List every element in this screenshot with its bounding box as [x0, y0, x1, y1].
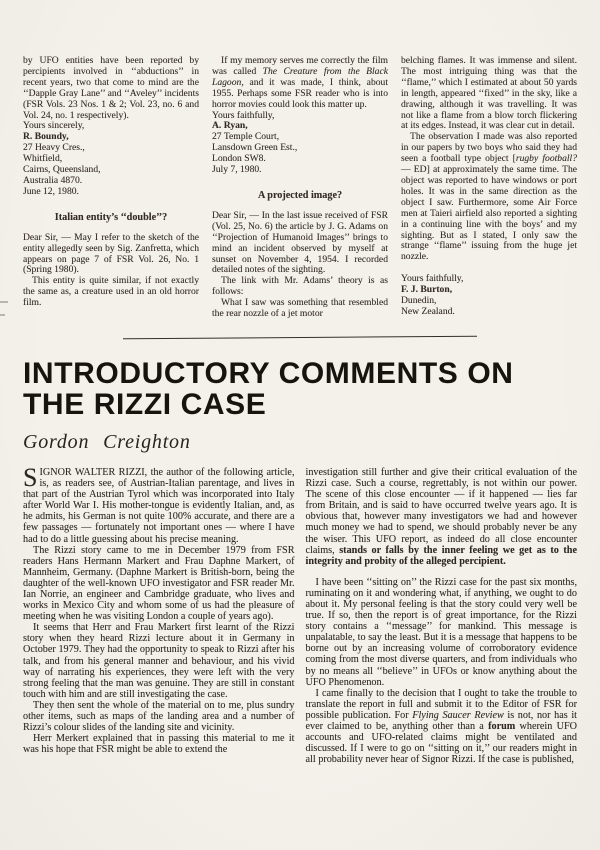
letter-text: If my memory serves me correctly the film was called: [212, 55, 388, 77]
letter-signature: F. J. Burton,: [401, 284, 453, 296]
letter-heading: A projected image?: [257, 189, 343, 201]
letter-closing: Yours faithfully,: [401, 273, 464, 285]
letter-text: — ED] at approximately the same time. The object was reported to have windows or port holes. It was in the same direction as the object I saw. Furthermore, some Air Force men at Taieri airfield also reported a sighting in a continuing line with the boys’ and my sighting. But as I stated, I only saw the strange ‘‘flame’’ issuing from the huge jet nozzle.: [401, 164, 577, 263]
article-paragraph: [23, 462, 295, 545]
article-paragraph: [306, 688, 578, 766]
scan-artifact: [0, 314, 5, 316]
article-text: I came finally to the decision that I ought to take the trouble to translate the report in full and submit it to the Editor of FSR for possible publication. For: [305, 687, 577, 721]
article-paragraph: I have been ‘‘sitting on’’ the Rizzi case for the past six months, ruminating on it and wondering what, if anything, we ought to do about it. My personal feeling is that the story could very well be true. If so, then the report is of great importance, for the Rizzi story contains a ‘‘message’’ for mankind. This message is unpalatable, to say the least. But it is a message that happens to be borne out by an increasing volume of corroboratory evidence coming from the most diverse quarters, and from individuals who by no means all ‘‘believe’’ in UFOs or know anything about the UFO Phenomenon.: [305, 576, 577, 688]
letter-heading: Italian entity’s ‘‘double’’?: [54, 211, 168, 223]
letter-paragraph: belching flames. It was immense and silent. The most intriguing thing was that the ‘‘flame,’’ which I estimated at about 50 yards in length, appeared ‘‘fixed’’ in the sky, like a drawing, although it was travelling. It was not like a flame from a blow torch flickering at its edges. Instead, it was clear cut in detail.: [401, 55, 577, 132]
article-paragraph: It seems that Herr and Frau Markert first learnt of the Rizzi story when they heard Rizzi lecture about it in Germany in October 1979. They had the opportunity to speak to Rizzi after his talk, and from his general manner and behaviour, and his vivid way of narrating his experiences, they were left with the very strong feeling that the man was genuine. They are still in constant touch with him and are still investigating the case.: [23, 622, 295, 700]
letter-paragraph: What I saw was something that resembled the rear nozzle of a jet motor: [212, 297, 388, 320]
scan-artifact: [0, 301, 8, 303]
letter-paragraph: This entity is quite similar, if not exactly the same as, a creature used in an old horror film.: [23, 275, 199, 309]
drop-cap: S: [23, 462, 38, 492]
emphasized-text: stands or falls by the inner feeling we get as to the integrity and probity of the alleged percipient.: [305, 544, 577, 567]
letter-date: June 12, 1980.: [23, 185, 79, 197]
letters-section: [23, 56, 577, 320]
letter-address-line: Cairns, Queensland,: [23, 164, 101, 176]
letter-paragraph: [212, 56, 388, 111]
letter-address-line: Lansdown Green Est.,: [212, 142, 298, 154]
article-text: wherein UFO accounts and UFO-related claims might be ventilated and discussed. If I were to go on ‘‘sitting on it,’’ our readers might in all probability never hear of Signor Rizzi. If the case is published,: [305, 721, 577, 766]
letter-closing: Yours sincerely,: [23, 120, 85, 132]
letter-date: July 7, 1980.: [212, 164, 262, 176]
letters-column-3: [401, 56, 577, 320]
letter-address-line: 27 Heavy Cres.,: [23, 142, 85, 154]
article-column-left: [23, 462, 295, 765]
magazine-title: Flying Saucer Review: [412, 709, 504, 721]
article-text: IGNOR WALTER RIZZI, the author of the following article, is, as readers see, of Austrian-Italian parentage, and lives in that part of the Austrian Tyrol which was incorporated into Italy after World War I. His mother-tongue is evidently Italian, and, as he admits, his German is not quite 100% accurate, and there are a few passages — fortunately not important ones — where I have had to do a little guessing about his precise meaning.: [23, 466, 295, 545]
emphasized-text: forum: [488, 721, 516, 732]
letter-signature: A. Ryan,: [212, 120, 248, 132]
letter-text: The observation I made was also reported in our papers by two boys who said they had seen a football type object [: [401, 131, 577, 165]
article-paragraph: The Rizzi story came to me in December 1979 from FSR readers Hans Hermann Markert and Frau Daphne Markert, of Mannheim, Germany. (Daphne Markert is British-born, being the daughter of the well-known UFO investigator and FSR reader Mr. Ian Norrie, an engineer and Cambridge graduate, who lives and works in Mexico City and whom some of us had the pleasure of meeting when he was visiting London a couple of years ago).: [23, 544, 295, 623]
letter-signature: R. Boundy,: [23, 131, 69, 143]
letter-address-line: 27 Temple Court,: [212, 131, 280, 143]
article-paragraph: [306, 467, 578, 567]
letter-closing: Yours faithfully,: [212, 109, 275, 121]
article-body: [23, 462, 577, 766]
letter-paragraph: The link with Mr. Adams’ theory is as follows:: [212, 275, 388, 298]
letter-address-line: Whitfield,: [23, 153, 63, 165]
letter-paragraph: Dear Sir, — In the last issue received of FSR (Vol. 25, No. 6) the article by J. G. Adams on ‘‘Projection of Humanoid Images’’ brings to mind an incident observed by myself at sunset on November 4, 1954. I recorded detailed notes of the sighting.: [212, 209, 388, 276]
letter-address-line: Dunedin,: [401, 295, 437, 307]
article-column-right: [306, 467, 578, 765]
film-title: The Creature from the Black Lagoon: [212, 65, 388, 88]
article-text: investigation still further and give their critical evaluation of the Rizzi case. Such a course, regrettably, is not within our power. The scene of this close encounter — if it happened — lies far from Britain, and is said to have occurred twelve years ago. It is obvious that, however many investigators we had and however much money we had to spend, we should probably never be any the wiser. This UFO report, as indeed do all close encounter claims,: [305, 466, 577, 556]
editor-note: rugby football?: [515, 153, 577, 165]
letter-address-line: London SW8.: [212, 153, 266, 165]
section-divider-rule: [123, 336, 477, 339]
letter-address-line: Australia 4870.: [23, 174, 83, 186]
letters-column-1: [23, 56, 199, 320]
article-byline: Gordon Creighton: [23, 430, 191, 453]
letter-text: , and it was made, I think, about 1955. Perhaps some FSR reader who is into horror movies could look this matter up.: [212, 76, 388, 110]
article-headline: [23, 358, 577, 420]
letter-paragraph: Dear Sir, — May I refer to the sketch of the entity allegedly seen by Sig. Zanfretta, which appears on page 7 of FSR Vol. 26, No. 1 (Spring 1980).: [23, 231, 199, 276]
headline-line-1: INTRODUCTORY COMMENTS ON: [23, 356, 514, 390]
letter-paragraph: by UFO entities have been reported by percipients involved in ‘‘abductions’’ in recent years, two that come to mind are the ‘‘Dapple Gray Lane’’ and ‘‘Aveley’’ incidents (FSR Vols. 23 Nos. 1 & 2; Vol. 23, no. 6 and Vol. 24, no. 1 respectively).: [23, 55, 199, 121]
article-text: is not, nor has it ever claimed to be, anything other than a: [305, 709, 577, 732]
letter-paragraph: [401, 132, 577, 263]
article-paragraph: Herr Merkert explained that in passing this material to me it was his hope that FSR might be able to extend the: [23, 733, 295, 756]
article-paragraph: They then sent the whole of the material on to me, plus sundry other items, such as maps of the landing area and a number of Rizzi’s colour slides of the landing site and vicinity.: [23, 699, 295, 734]
headline-line-2: THE RIZZI CASE: [23, 387, 267, 421]
letter-address-line: New Zealand.: [401, 305, 455, 317]
letters-column-2: [212, 56, 388, 320]
